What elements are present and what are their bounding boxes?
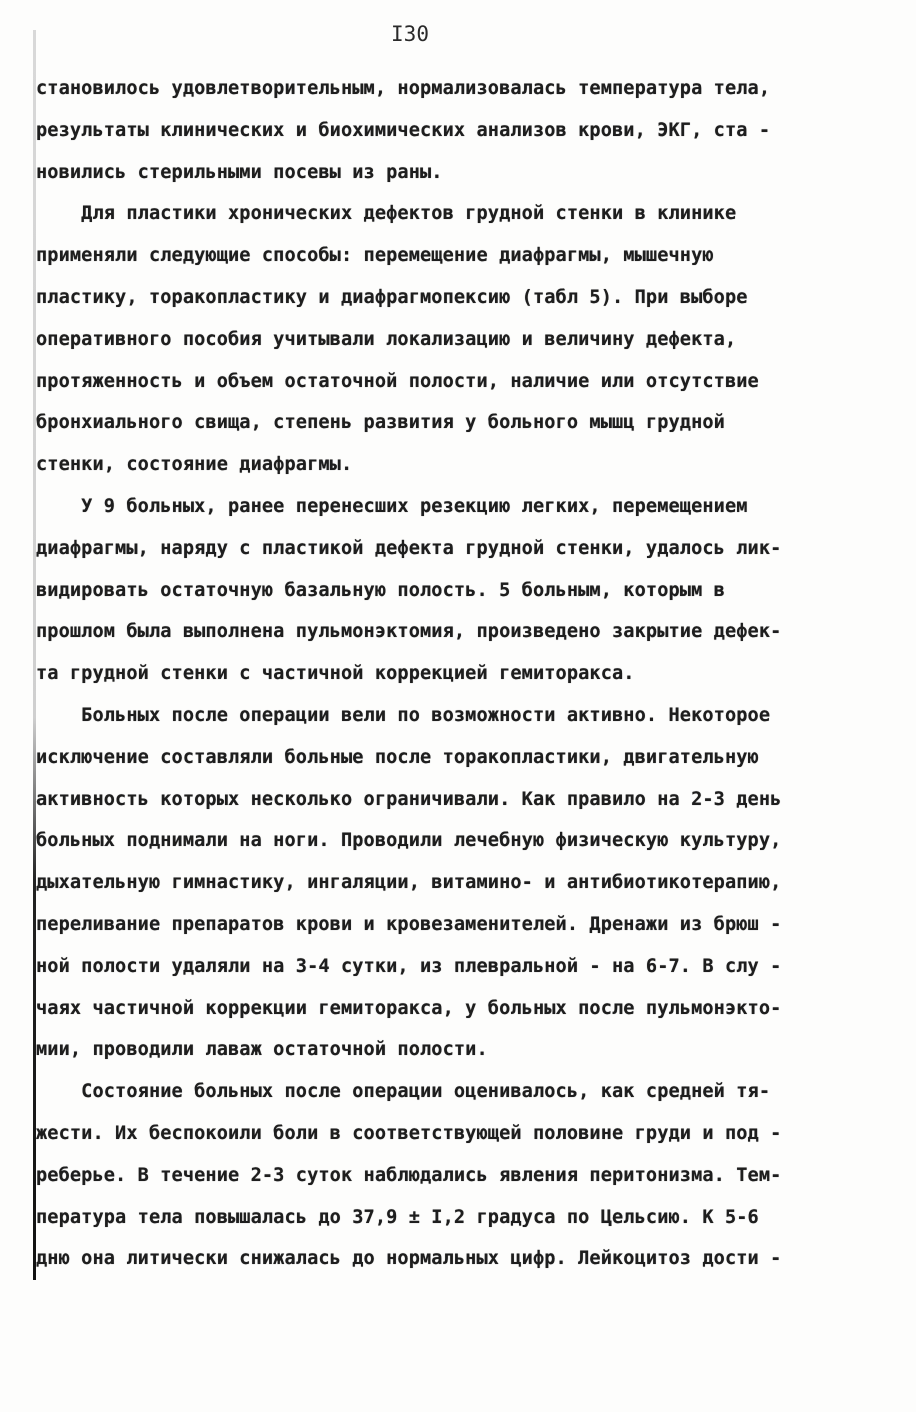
body-text bbox=[36, 68, 886, 1280]
text-line: дыхательную гимнастику, ингаляции, витамино- и антибиотикотерапию, bbox=[36, 872, 782, 894]
text-line: становилось удовлетворительным, нормализовалась температура тела, bbox=[36, 78, 771, 99]
text-line: Для пластики хронических дефектов грудной стенки в клинике bbox=[36, 203, 737, 225]
text-line: исключение составляли больные после торакопластики, двигательную bbox=[36, 746, 759, 768]
text-line: диафрагмы, наряду с пластикой дефекта грудной стенки, удалось лик- bbox=[36, 537, 782, 559]
text-line: У 9 больных, ранее перенесших резекцию легких, перемещением bbox=[36, 495, 748, 517]
text-line: пластику, торакопластику и диафрагмопексию (табл 5). При выборе bbox=[36, 286, 748, 308]
text-line: мии, проводили лаваж остаточной полости. bbox=[36, 1039, 488, 1061]
text-line: жести. Их беспокоили боли в соответствующей половине груди и под - bbox=[36, 1122, 782, 1144]
text-line: больных поднимали на ноги. Проводили лечебную физическую культуру, bbox=[36, 830, 782, 852]
text-line: результаты клинических и биохимических анализов крови, ЭКГ, ста - bbox=[36, 119, 771, 141]
text-line: пература тела повышалась до 37,9 ± I,2 градуса по Цельсию. К 5-6 bbox=[36, 1206, 759, 1228]
text-line: переливание препаратов крови и кровезаменителей. Дренажи из брюш - bbox=[36, 913, 782, 935]
text-line: Состояние больных после операции оценивалось, как средней тя- bbox=[36, 1081, 771, 1103]
text-line: чаях частичной коррекции гемиторакса, у больных после пульмонэкто- bbox=[36, 997, 782, 1019]
text-line: оперативного пособия учитывали локализацию и величину дефекта, bbox=[36, 328, 737, 350]
text-line: реберье. В течение 2-3 суток наблюдались явления перитонизма. Тем- bbox=[36, 1164, 782, 1186]
text-line: та грудной стенки с частичной коррекцией гемиторакса. bbox=[36, 663, 635, 685]
text-line: стенки, состояние диафрагмы. bbox=[36, 454, 353, 476]
text-line: новились стерильными посевы из раны. bbox=[36, 161, 443, 183]
page-number: I30 bbox=[391, 22, 429, 46]
text-line: Больных после операции вели по возможности активно. Некоторое bbox=[36, 704, 771, 726]
text-line: прошлом была выполнена пульмонэктомия, произведено закрытие дефек- bbox=[36, 621, 782, 643]
text-line: применяли следующие способы: перемещение диафрагмы, мышечную bbox=[36, 245, 714, 267]
text-line: активность которых несколько ограничивали. Как правило на 2-3 день bbox=[36, 788, 782, 810]
text-line: бронхиального свища, степень развития у больного мышц грудной bbox=[36, 412, 725, 434]
text-line: видировать остаточную базальную полость. 5 больным, которым в bbox=[36, 579, 725, 601]
text-line: ной полости удаляли на 3-4 сутки, из плевральной - на 6-7. В слу - bbox=[36, 955, 782, 977]
text-line: протяженность и объем остаточной полости, наличие или отсутствие bbox=[36, 370, 759, 392]
text-line: дню она литически снижалась до нормальных цифр. Лейкоцитоз дости - bbox=[36, 1248, 782, 1270]
